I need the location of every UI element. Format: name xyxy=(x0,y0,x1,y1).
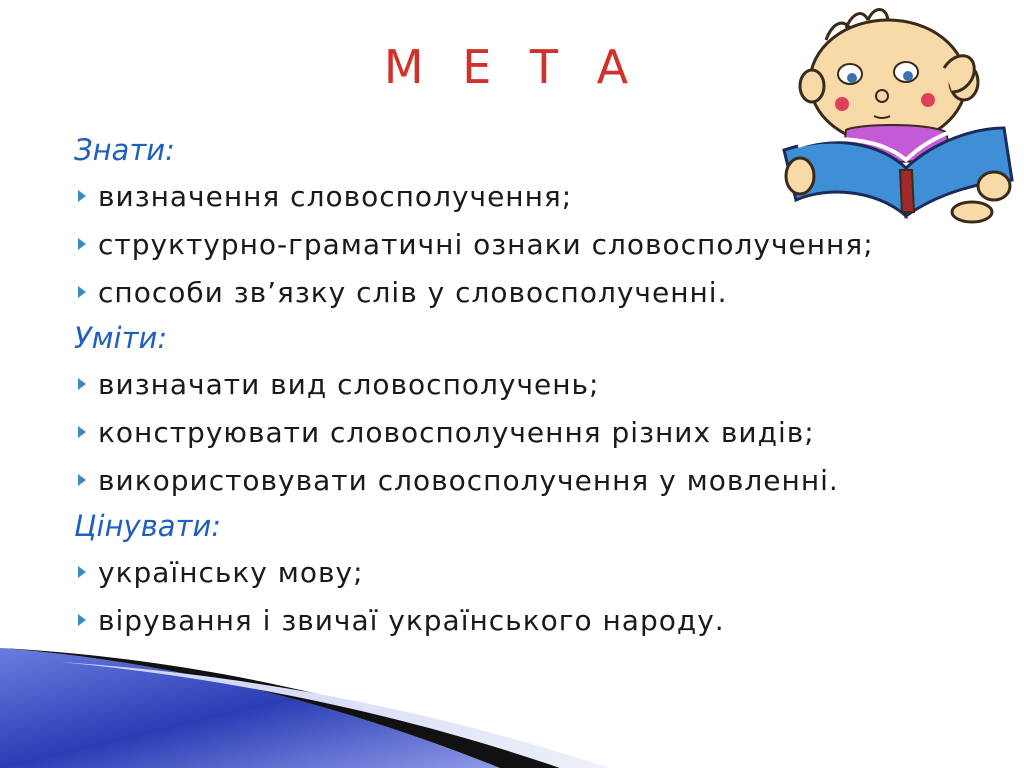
triangle-right-icon xyxy=(78,190,86,202)
list-item xyxy=(74,596,974,644)
section-heading-be-able: Уміти: xyxy=(74,321,168,355)
list-item-text: способи зв’язку слів у словосполученні. xyxy=(98,275,728,309)
list-item-text: визначати вид словосполучень; xyxy=(98,367,600,401)
triangle-right-icon xyxy=(78,566,86,578)
triangle-right-icon xyxy=(78,614,86,626)
list-item-text: використовувати словосполучення у мовленні. xyxy=(98,463,839,497)
list-item xyxy=(74,548,974,596)
list-item-text: вірування і звичаї українського народу. xyxy=(98,603,725,637)
slide-title: М Е Т А xyxy=(383,40,641,94)
list-item xyxy=(74,172,974,220)
list-item xyxy=(74,360,974,408)
list-item xyxy=(74,456,974,504)
list-item xyxy=(74,220,974,268)
goals-content xyxy=(74,128,974,644)
list-item xyxy=(74,268,974,316)
list-item xyxy=(74,408,974,456)
triangle-right-icon xyxy=(78,378,86,390)
triangle-right-icon xyxy=(78,238,86,250)
section-heading-know: Знати: xyxy=(74,133,175,167)
triangle-right-icon xyxy=(78,286,86,298)
triangle-right-icon xyxy=(78,426,86,438)
list-item-text: українську мову; xyxy=(98,555,364,589)
list-item-text: визначення словосполучення; xyxy=(98,179,573,213)
triangle-right-icon xyxy=(78,474,86,486)
section-heading-value: Цінувати: xyxy=(74,509,222,543)
list-item-text: конструювати словосполучення різних видів; xyxy=(98,415,815,449)
list-item-text: структурно-граматичні ознаки словосполучення; xyxy=(98,227,874,261)
